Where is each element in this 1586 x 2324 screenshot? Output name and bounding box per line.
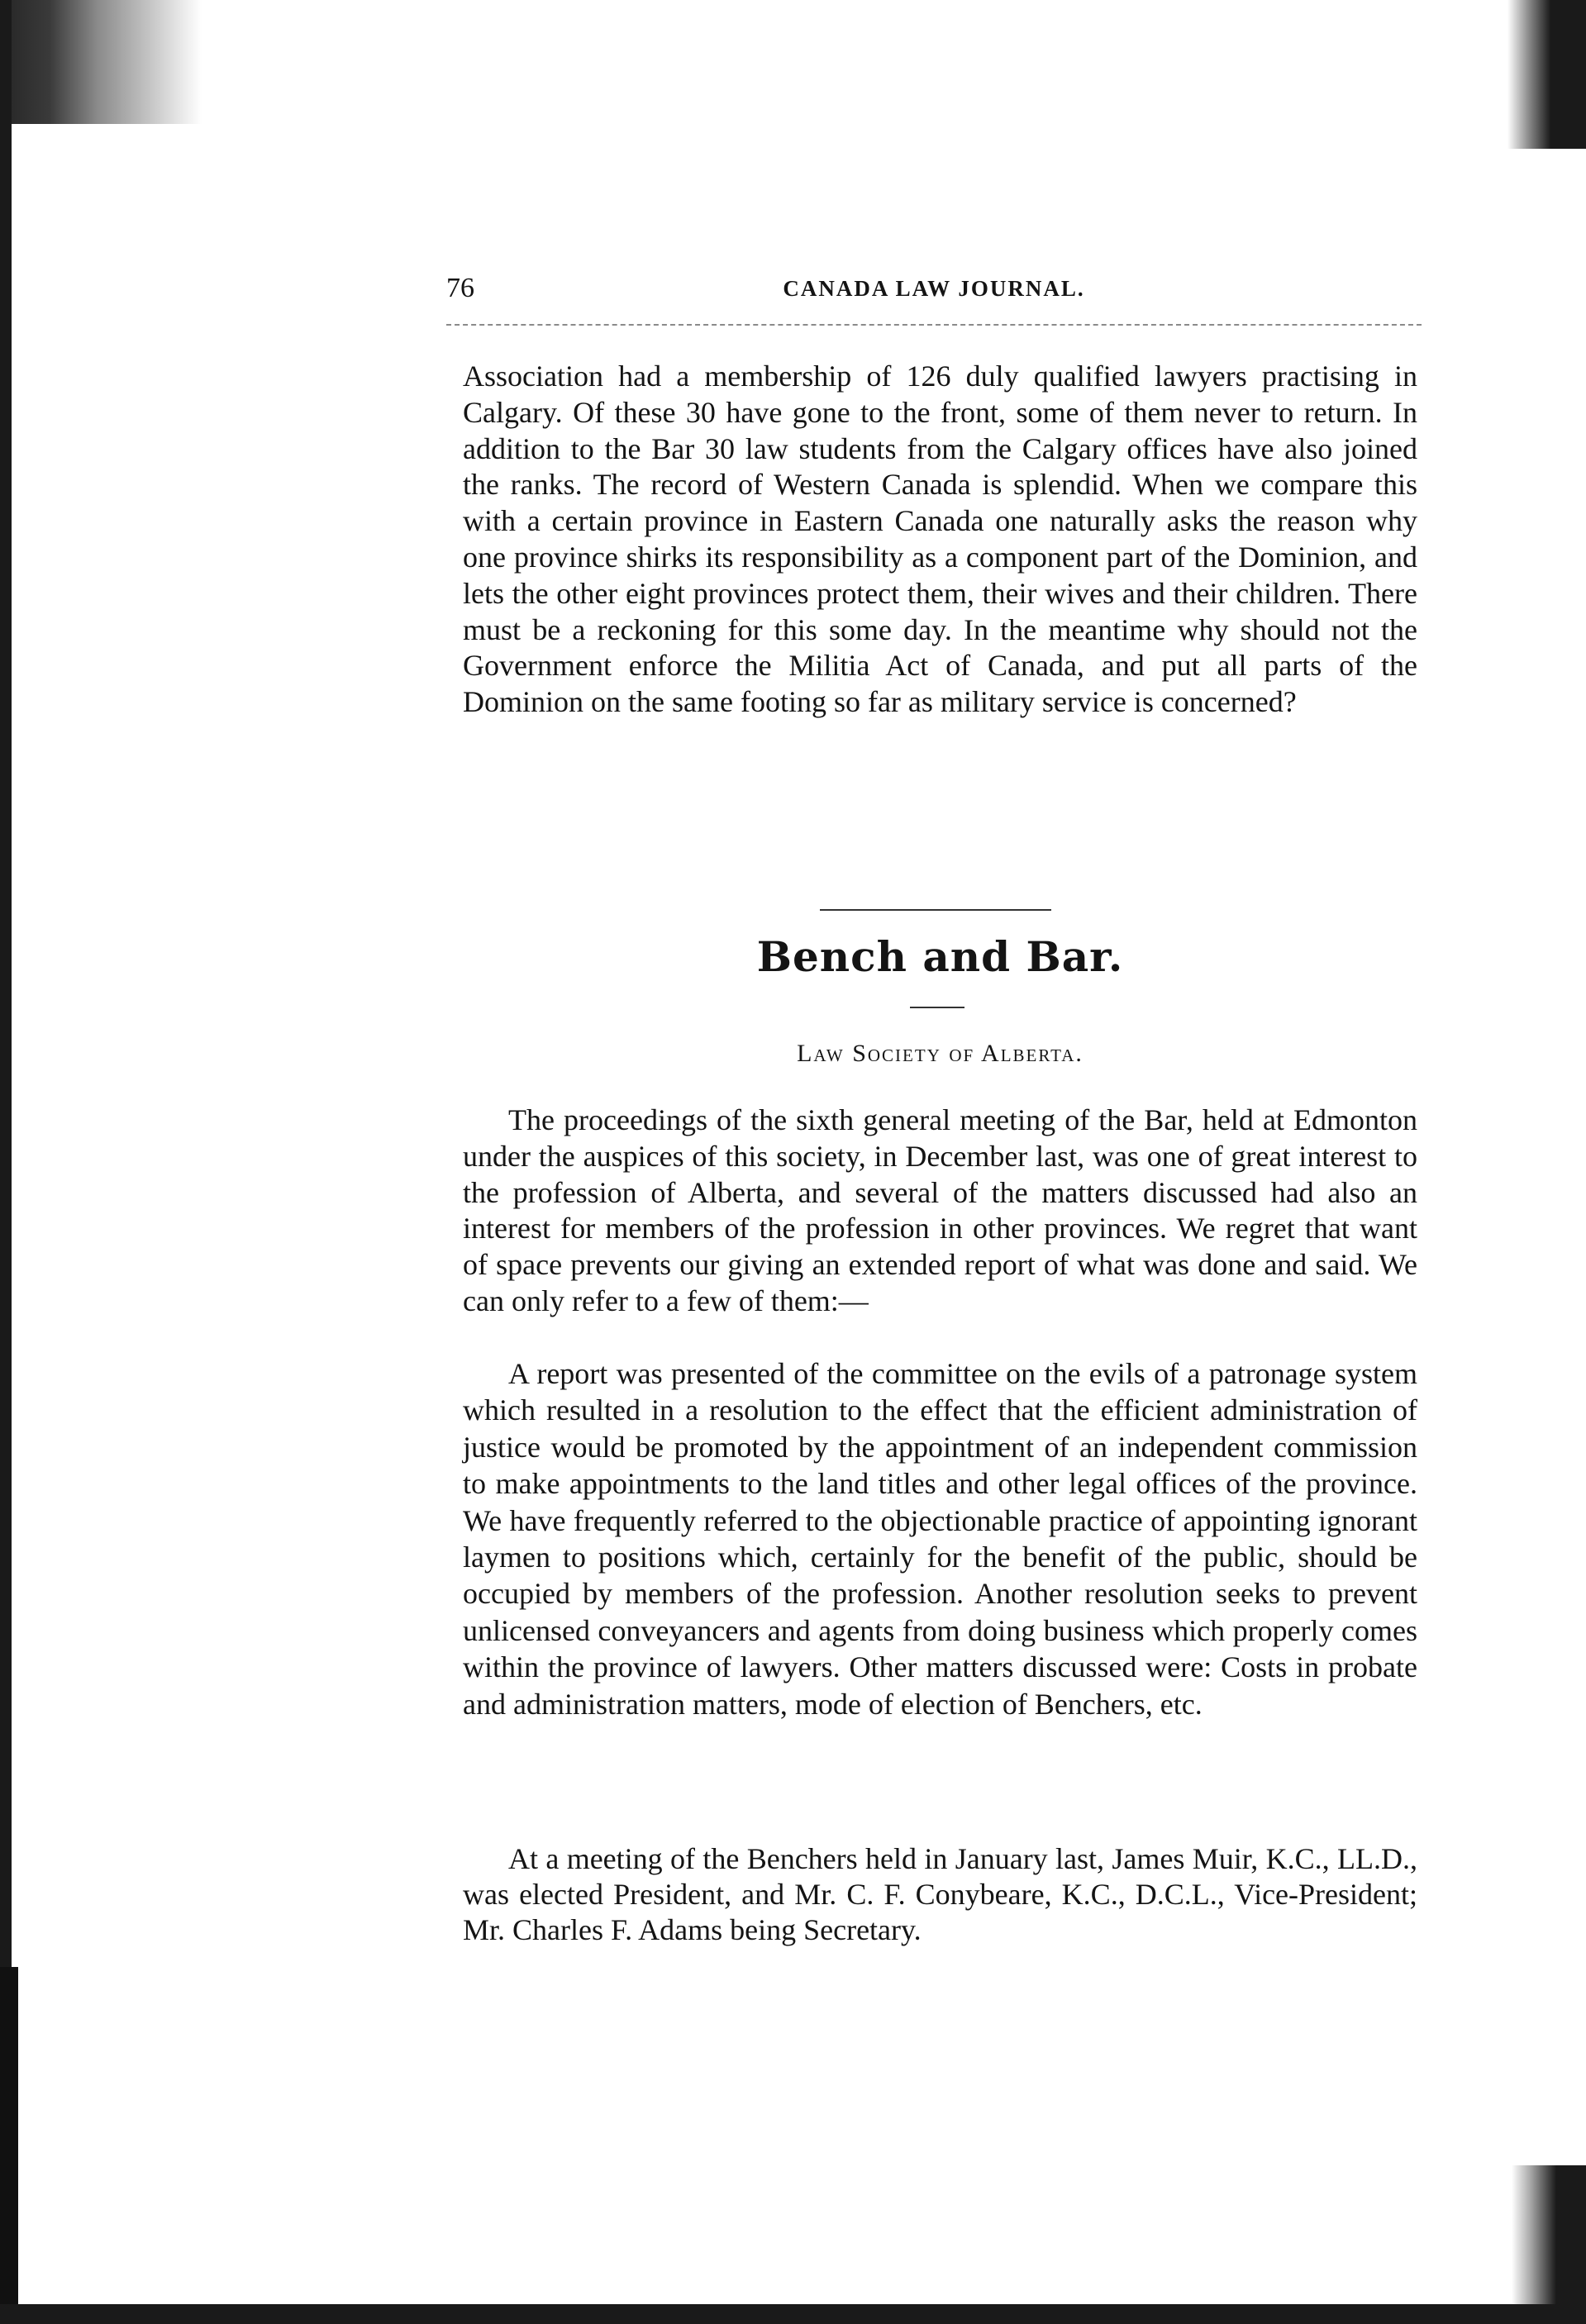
paragraph-association: Association had a membership of 126 duly qualified lawyers practising in Calgary. Of these 30 have gone to the front, some of them never to return. In addition to the Bar 30 law students from the Calgary offices have also joined the ranks. The record of Western Canada is splendid. When we compare this with a certain province in Eastern Canada one naturally asks the reason why one province shirks its responsibility as a component part of the Dominion, and lets the other eight provinces protect them, their wives and their children. There must be a reckoning for this some day. In the meantime why should not the Government enforce the Militia Act of Canada, and put all parts of the Dominion on the same footing so far as military service is concerned? (463, 360, 1417, 719)
scan-edge-bottom-right (1512, 2165, 1586, 2324)
page-number: 76 (446, 273, 474, 303)
scan-edge-top-right (1507, 0, 1586, 149)
section-divider (820, 909, 1051, 911)
sub-heading: Law Society of Alberta. (797, 1040, 1084, 1067)
header-rule (446, 324, 1422, 326)
page-header (446, 273, 1422, 314)
paragraph-proceedings: The proceedings of the sixth general meeting of the Bar, held at Edmonton under the auspices of this society, in December last, was one of great interest to the profession of Alberta, and several of the matters discussed had also an interest for members of the profession in other provinces. We regret that want of space prevents our giving an extended report of what was done and said. We can only refer to a few of them:— (463, 1103, 1417, 1317)
scan-edge-bottom (0, 2304, 1586, 2324)
paragraph-report: A report was presented of the committee on the evils of a patronage system which resulted in a resolution to the effect that the efficient administration of justice would be promoted by the appointment of an independent commission to make appointments to the land titles and other legal offices of the province. We have frequently referred to the objectionable practice of appointing ignorant laymen to positions which, certainly for the benefit of the public, should be occupied by members of the profession. Another resolution seeks to prevent unlicensed conveyancers and agents from doing business which properly comes within the province of lawyers. Other matters discussed were: Costs in probate and administration matters, mode of election of Benchers, etc. (463, 1357, 1417, 1721)
heading-divider (910, 1007, 964, 1008)
scan-edge-bottom-left (0, 1967, 18, 2324)
section-heading: Bench and Bar. (756, 932, 1124, 981)
running-title: CANADA LAW JOURNAL. (783, 276, 1085, 301)
scan-smudge-top-left (12, 0, 202, 124)
paragraph-benchers: At a meeting of the Benchers held in January last, James Muir, K.C., LL.D., was elected President, and Mr. C. F. Conybeare, K.C., D.C.L., Vice-President; Mr. Charles F. Adams being Secretary. (463, 1842, 1417, 1946)
